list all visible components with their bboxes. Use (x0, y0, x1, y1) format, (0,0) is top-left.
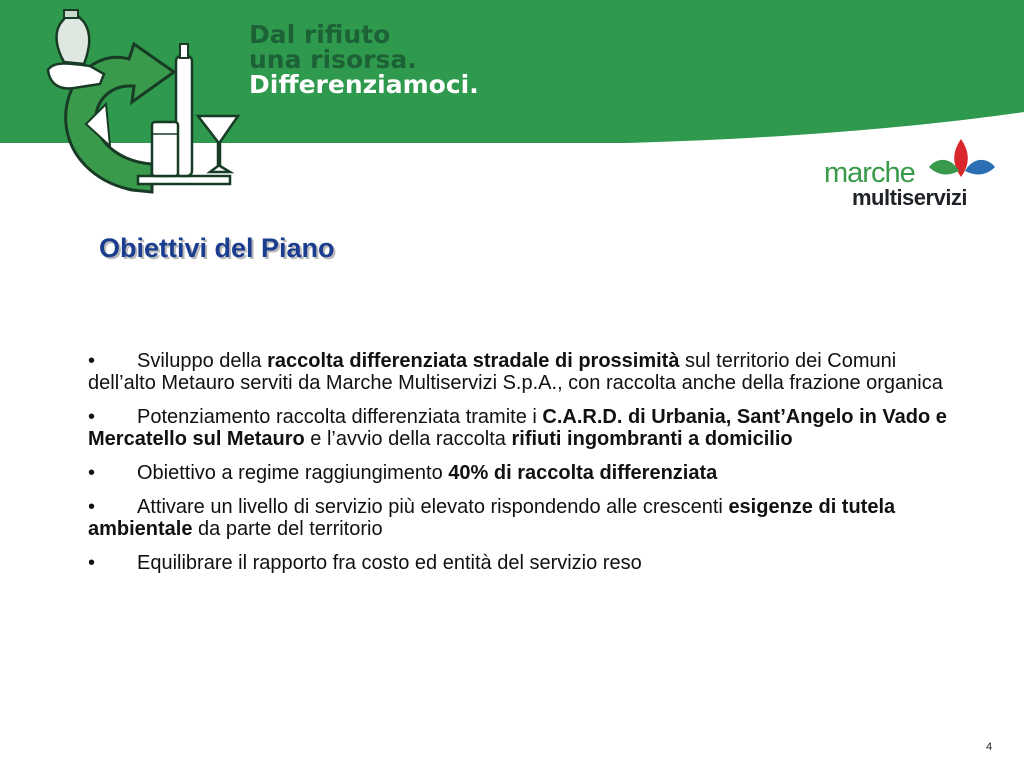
bullet-list (88, 350, 948, 586)
bullet-item (88, 552, 948, 574)
slogan-line-3: Differenziamoci. (249, 70, 479, 99)
slogan-line-2: una risorsa. (249, 45, 417, 74)
company-logo (822, 137, 1002, 215)
bullet-marker: • (88, 350, 96, 372)
bullet-marker: • (88, 406, 96, 428)
bullet-bold-text: C.A.R.D. di Urbania, Sant’Angelo in Vado e Mercatello sul Metauro (88, 406, 947, 450)
bullet-item (88, 350, 948, 394)
bullet-marker: • (88, 462, 96, 484)
logo-flame-icon (925, 137, 999, 183)
slogan-line-1: Dal rifiuto (249, 20, 391, 49)
bullet-text: Sviluppo della (137, 350, 268, 372)
bullet-bold-text: 40% di raccolta differenziata (448, 462, 718, 484)
bullet-item (88, 462, 948, 484)
bullet-text: Potenziamento raccolta differenziata tramite i (137, 406, 543, 428)
bullet-text: Equilibrare il rapporto fra costo ed entità del servizio reso (137, 552, 642, 574)
page-number: 4 (986, 741, 993, 753)
logo-word-multiservizi: multiservizi (852, 185, 968, 210)
recycling-illustration (34, 4, 244, 204)
bullet-item (88, 406, 948, 450)
bullet-text: Attivare un livello di servizio più elevato rispondendo alle crescenti (137, 496, 729, 518)
bullet-item (88, 496, 948, 540)
bullet-text: Obiettivo a regime raggiungimento (137, 462, 449, 484)
slogan (249, 22, 479, 97)
bullet-bold-text: raccolta differenziata stradale di prossimità (267, 350, 680, 372)
bullet-bold-text: rifiuti ingombranti a domicilio (511, 428, 793, 450)
bullet-bold-text: esigenze di tutela ambientale (88, 496, 896, 540)
bullet-text: sul territorio dei Comuni dell’alto Metauro serviti da Marche Multiservizi S.p.A., con raccolta anche della frazione organica (88, 350, 943, 394)
bullet-marker: • (88, 552, 96, 574)
bullet-marker: • (88, 496, 96, 518)
logo-word-marche: marche (824, 157, 915, 189)
slide-title: Obiettivi del Piano (99, 233, 335, 263)
bullet-text: e l’avvio della raccolta (304, 428, 512, 450)
bullet-text: da parte del territorio (192, 518, 383, 540)
